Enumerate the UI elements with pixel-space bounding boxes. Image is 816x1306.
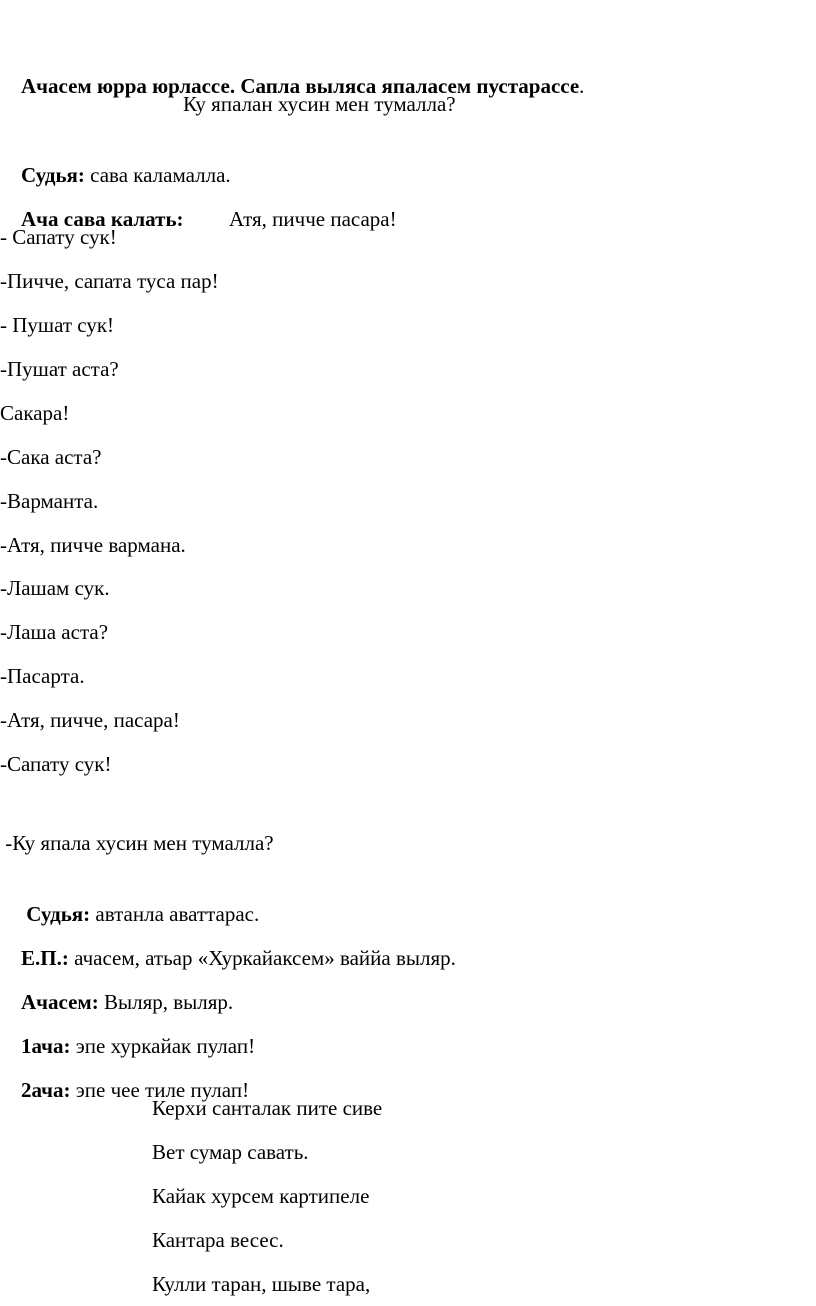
heading-tail: . — [579, 74, 585, 98]
dialogue-line: -Пушат аста? — [0, 357, 119, 381]
dialogue-line: -Пичче, сапата туса пар! — [0, 269, 219, 293]
dialogue-line: Сакара! — [0, 401, 70, 425]
dialogue-line: -Варманта. — [0, 489, 99, 513]
children-speaker: Ача сава калать: — [21, 207, 184, 231]
judge-speaker-2: Судья: — [21, 902, 91, 926]
ep-text: ачасем, атьар «Хуркайаксем» ваййа выляр. — [68, 946, 456, 970]
dialogue-line: -Сака аста? — [0, 445, 102, 469]
heading-bold: Ачасем юрра юрлассе. Сапла выляса япаласем пустарассе — [21, 74, 580, 98]
ep-speaker: Е.П.: — [21, 946, 69, 970]
centered-question: Ку япалан хусин мен тумалла? — [183, 92, 456, 116]
child2-speaker: 2ача: — [21, 1078, 71, 1102]
dialogue-line: -Лашам сук. — [0, 576, 110, 600]
dialogue-line: - Пушат сук! — [0, 313, 115, 337]
dialogue-line: -Атя, пичче, пасара! — [0, 708, 180, 732]
dialogue-line: -Пасарта. — [0, 664, 85, 688]
poem-line: Кайак хурсем картипеле — [152, 1184, 370, 1208]
child2-text: эпе чее тиле пулап! — [70, 1078, 250, 1102]
kids-text: Выляр, выляр. — [98, 990, 234, 1014]
poem-line: Керхи санталак пите сиве — [152, 1096, 383, 1120]
judge-speaker: Судья: — [21, 163, 85, 187]
children-text: Атя, пичче пасара! — [229, 207, 397, 231]
poem-line: Кулли таран, шыве тара, — [152, 1272, 371, 1296]
kids-speaker: Ачасем: — [21, 990, 99, 1014]
poem-line: Кантара весес. — [152, 1228, 284, 1252]
dialogue-line: -Лаша аста? — [0, 620, 109, 644]
child1-speaker: 1ача: — [21, 1034, 71, 1058]
judge-text-2: автанла аваттарас. — [90, 902, 260, 926]
dialogue-line: -Сапату сук! — [0, 752, 112, 776]
poem-line: Вет сумар савать. — [152, 1140, 309, 1164]
dialogue-line: - Сапату сук! — [0, 225, 117, 249]
dialogue-line: -Атя, пичче вармана. — [0, 533, 186, 557]
question-line: -Ку япала хусин мен тумалла? — [0, 831, 274, 855]
judge-text: сава каламалла. — [84, 163, 231, 187]
child1-text: эпе хуркайак пулап! — [70, 1034, 256, 1058]
